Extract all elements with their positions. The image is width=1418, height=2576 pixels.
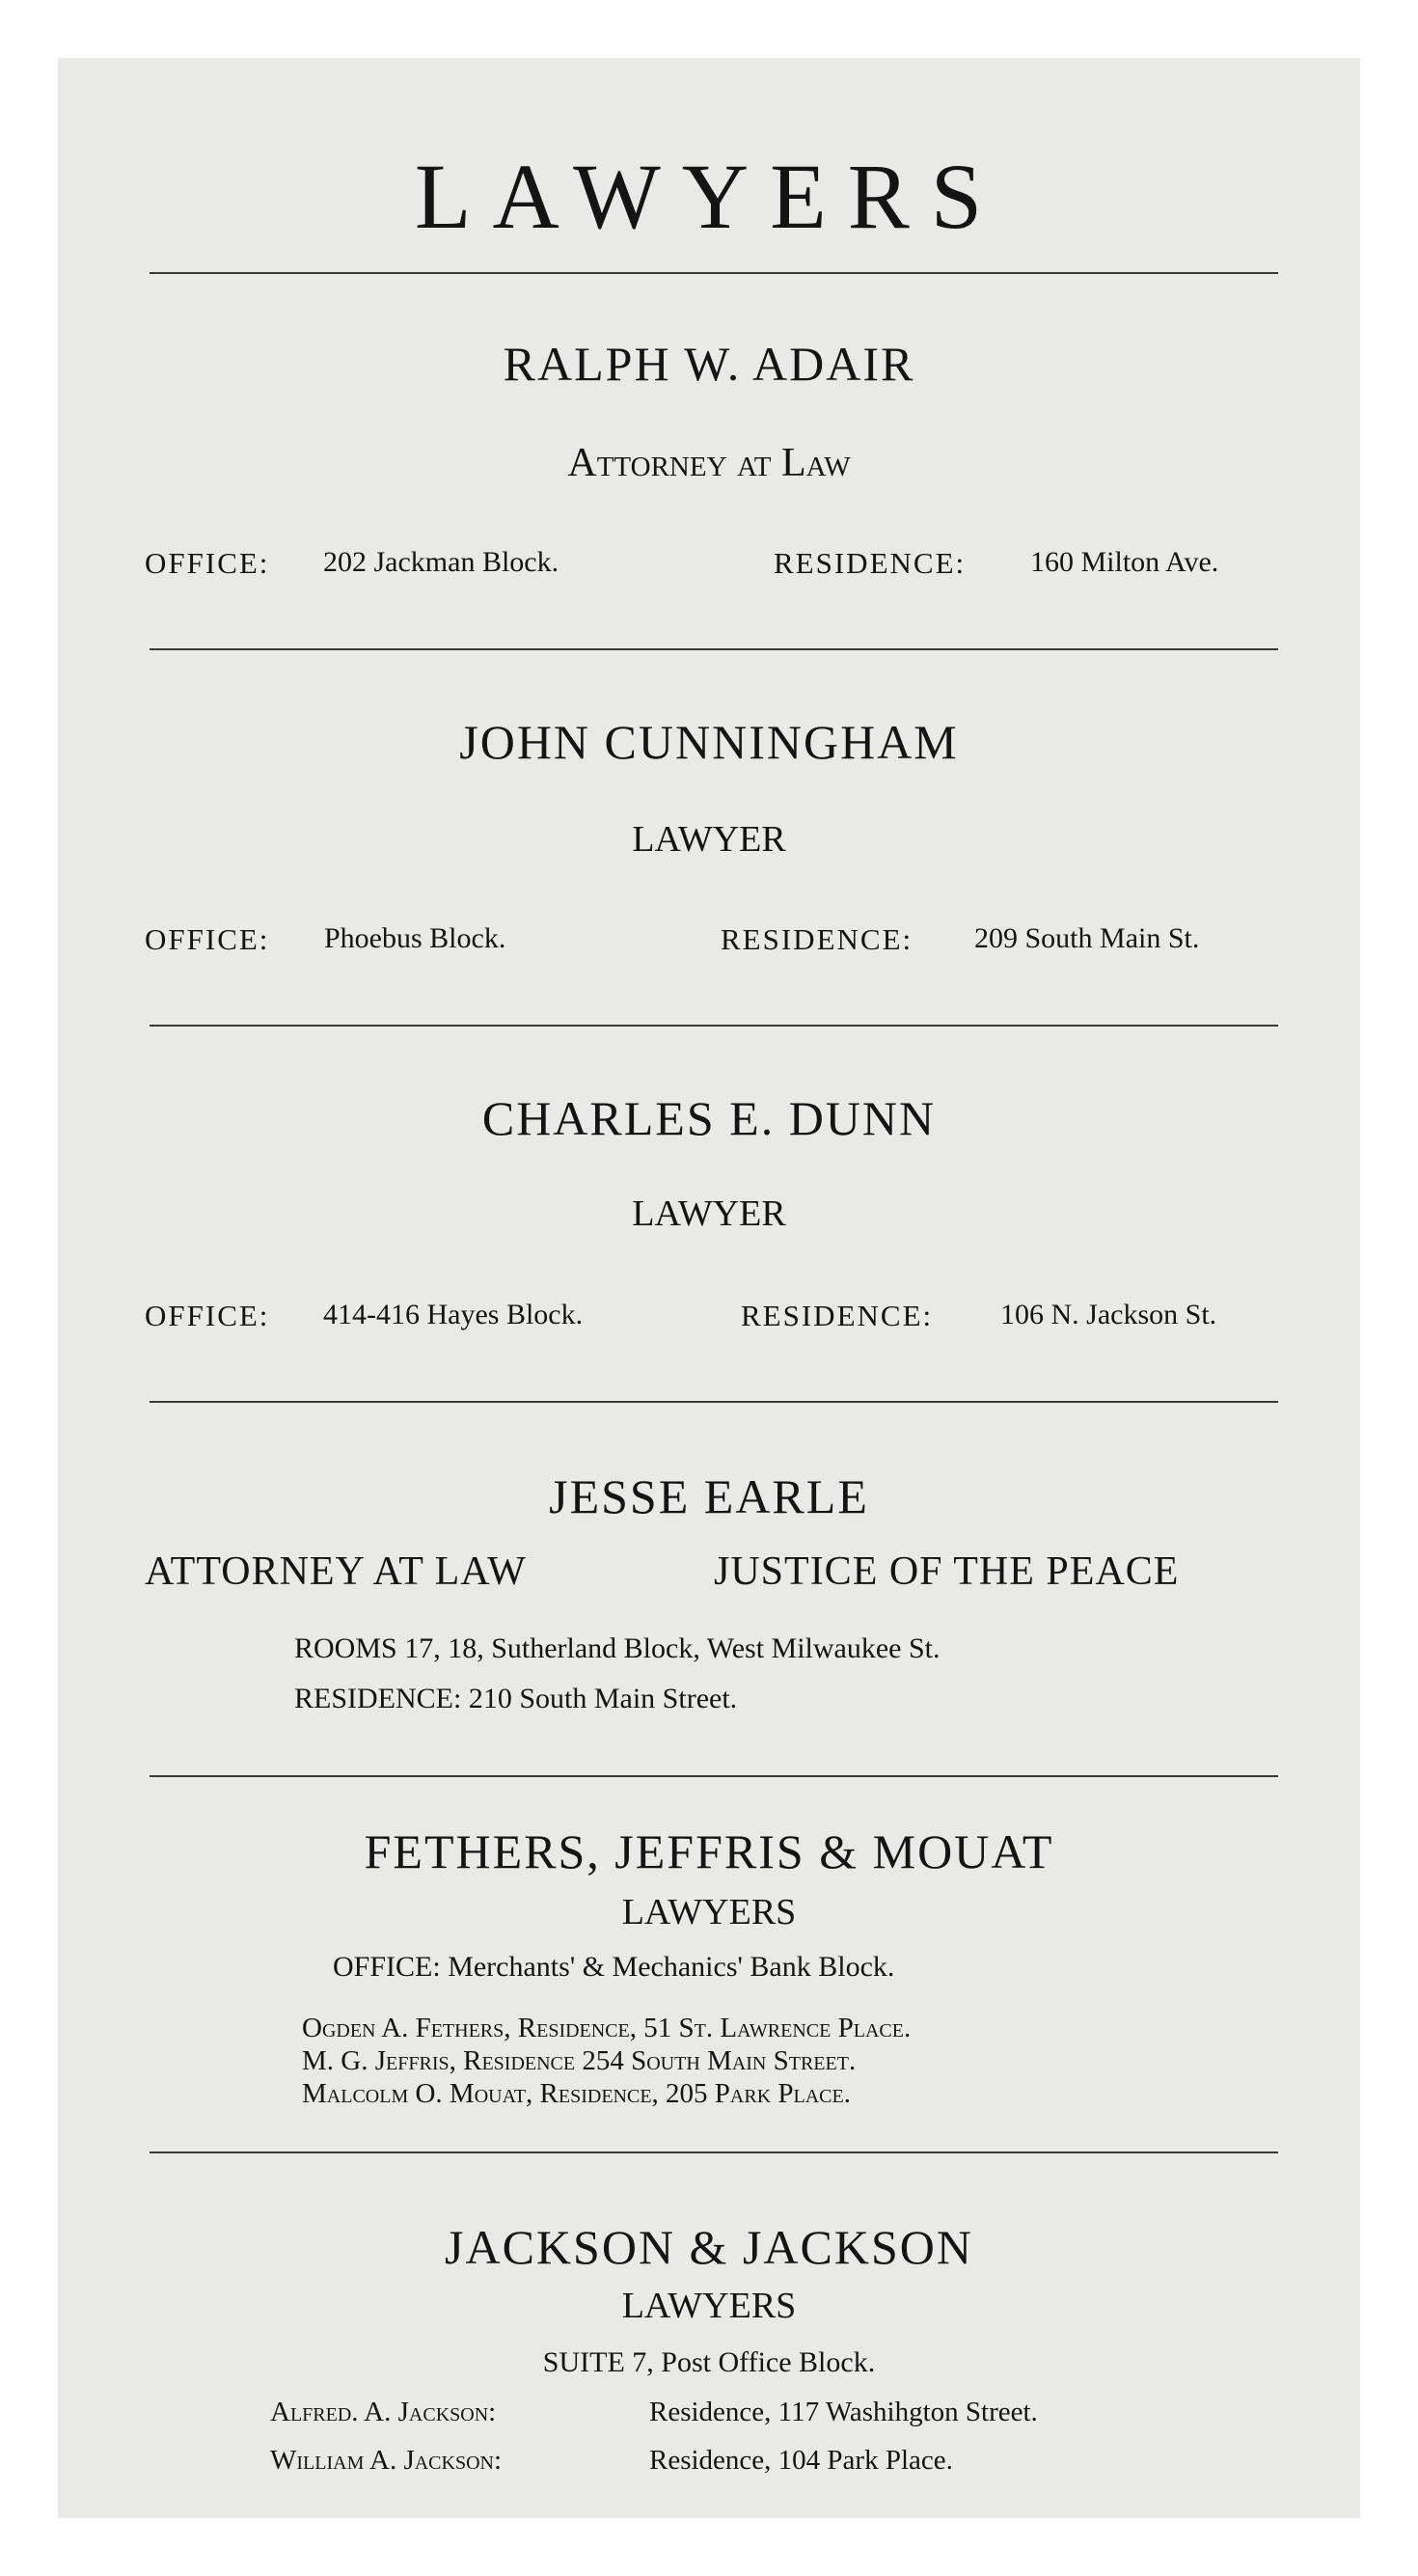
office-address: OFFICE: Merchants' & Mechanics' Bank Block. xyxy=(333,1951,895,1983)
page-title: LAWYERS xyxy=(414,145,1004,248)
lawyer-title: LAWYER xyxy=(632,819,786,860)
divider xyxy=(150,1025,1278,1027)
residence-address: 160 Milton Ave. xyxy=(1030,546,1219,578)
residence-address: 209 South Main St. xyxy=(974,922,1200,954)
partner-residence: Ogden A. Fethers, Residence, 51 St. Lawrence Place. xyxy=(302,2013,912,2043)
residence-address: RESIDENCE: 210 South Main Street. xyxy=(294,1683,738,1714)
partner-name: William A. Jackson: xyxy=(270,2445,503,2476)
firm-title: LAWYERS xyxy=(621,2286,797,2326)
partner-residence: Malcolm O. Mouat, Residence, 205 Park Place. xyxy=(302,2078,851,2109)
lawyer-name: JOHN CUNNINGHAM xyxy=(459,715,959,769)
residence-label: RESIDENCE: xyxy=(774,546,967,580)
divider xyxy=(150,2151,1278,2153)
office-rooms: ROOMS 17, 18, Sutherland Block, West Milwaukee St. xyxy=(294,1632,941,1664)
divider xyxy=(150,1401,1278,1403)
residence-label: RESIDENCE: xyxy=(721,922,914,956)
firm-name: JACKSON & JACKSON xyxy=(445,2220,973,2274)
lawyer-name: RALPH W. ADAIR xyxy=(503,337,915,391)
lawyer-title: Attorney at Law xyxy=(567,441,851,485)
office-label: OFFICE: xyxy=(145,922,270,956)
divider xyxy=(150,1775,1278,1777)
office-address: Phoebus Block. xyxy=(324,922,506,954)
partner-residence: M. G. Jeffris, Residence 254 South Main Street. xyxy=(302,2045,857,2076)
firm-name: FETHERS, JEFFRIS & MOUAT xyxy=(364,1824,1054,1878)
divider xyxy=(150,272,1278,274)
office-address: SUITE 7, Post Office Block. xyxy=(542,2346,876,2378)
directory-page xyxy=(58,58,1360,2518)
partner-name: Alfred. A. Jackson: xyxy=(270,2397,497,2427)
residence-label: RESIDENCE: xyxy=(741,1299,934,1332)
divider xyxy=(150,648,1278,650)
lawyer-name: JESSE EARLE xyxy=(549,1469,869,1523)
lawyer-title: ATTORNEY AT LAW xyxy=(145,1549,527,1594)
lawyer-title-secondary: JUSTICE OF THE PEACE xyxy=(714,1549,1180,1594)
office-address: 202 Jackman Block. xyxy=(323,546,559,578)
partner-residence: Residence, 104 Park Place. xyxy=(649,2445,953,2476)
lawyer-title: LAWYER xyxy=(632,1193,786,1234)
residence-address: 106 N. Jackson St. xyxy=(1000,1299,1217,1330)
firm-title: LAWYERS xyxy=(621,1892,797,1932)
partner-residence: Residence, 117 Washihgton Street. xyxy=(649,2397,1038,2427)
office-address: 414-416 Hayes Block. xyxy=(323,1299,584,1330)
office-label: OFFICE: xyxy=(145,546,270,580)
lawyer-name: CHARLES E. DUNN xyxy=(481,1091,937,1145)
office-label: OFFICE: xyxy=(145,1299,270,1332)
